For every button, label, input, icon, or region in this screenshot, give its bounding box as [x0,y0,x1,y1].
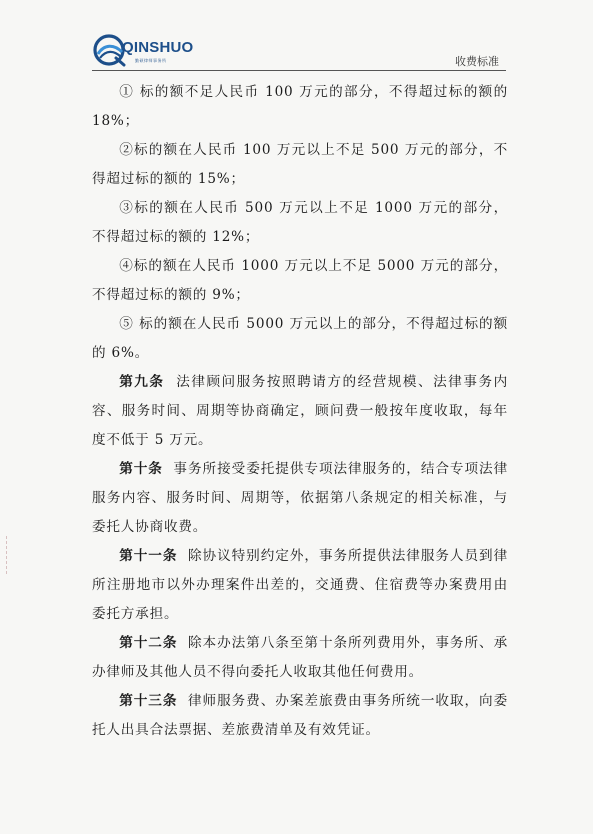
article-number: 第十二条 [119,635,178,651]
article-text: 法律顾问服务按照聘请方的经营规模、法律事务内容、服务时间、周期等协商确定，顾问费一般按年度收取，每年度不低于 5 万元。 [92,374,508,448]
section-title: 收费标准 [455,55,499,68]
article-11 [92,542,508,629]
article-number: 第十一条 [119,548,178,564]
article-text: 除协议特别约定外，事务所提供法律服务人员到律所注册地市以外办理案件出差的，交通费、住宿费等办案费用由委托方承担。 [92,548,508,622]
fee-tier-2: ②标的额在人民币 100 万元以上不足 500 万元的部分，不得超过标的额的 15%； [92,142,508,187]
logo-subtext: 勤硕律师事务所 [135,58,167,63]
logo-wordmark: QINSHUO [122,39,194,56]
article-12 [92,629,508,687]
article-text: 除本办法第八条至第十条所列费用外，事务所、承办律师及其他人员不得向委托人收取其他任何费用。 [92,635,508,680]
article-number: 第九条 [119,374,165,390]
document-body [92,78,508,745]
article-text: 律师服务费、办案差旅费由事务所统一收取，向委托人出具合法票据、差旅费清单及有效凭证。 [92,693,508,738]
article-number: 第十三条 [119,693,178,709]
article-13 [92,687,508,745]
fee-tier-3: ③标的额在人民币 500 万元以上不足 1000 万元的部分，不得超过标的额的 12%； [92,200,508,245]
binding-mark [6,536,9,574]
fee-tier-4: ④标的额在人民币 1000 万元以上不足 5000 万元的部分，不得超过标的额的 9%； [92,258,508,303]
article-text: 事务所接受委托提供专项法律服务的，结合专项法律服务内容、服务时间、周期等，依据第八条规定的相关标准，与委托人协商收费。 [92,461,508,535]
page-header [0,0,593,74]
fee-tier-1: ① 标的额不足人民币 100 万元的部分，不得超过标的额的 18%； [92,84,508,129]
fee-tier-5: ⑤ 标的额在人民币 5000 万元以上的部分，不得超过标的额的 6%。 [92,316,508,361]
article-10 [92,455,508,542]
firm-logo [92,32,282,68]
article-number: 第十条 [119,461,163,477]
header-divider [92,70,506,71]
article-9 [92,368,508,455]
